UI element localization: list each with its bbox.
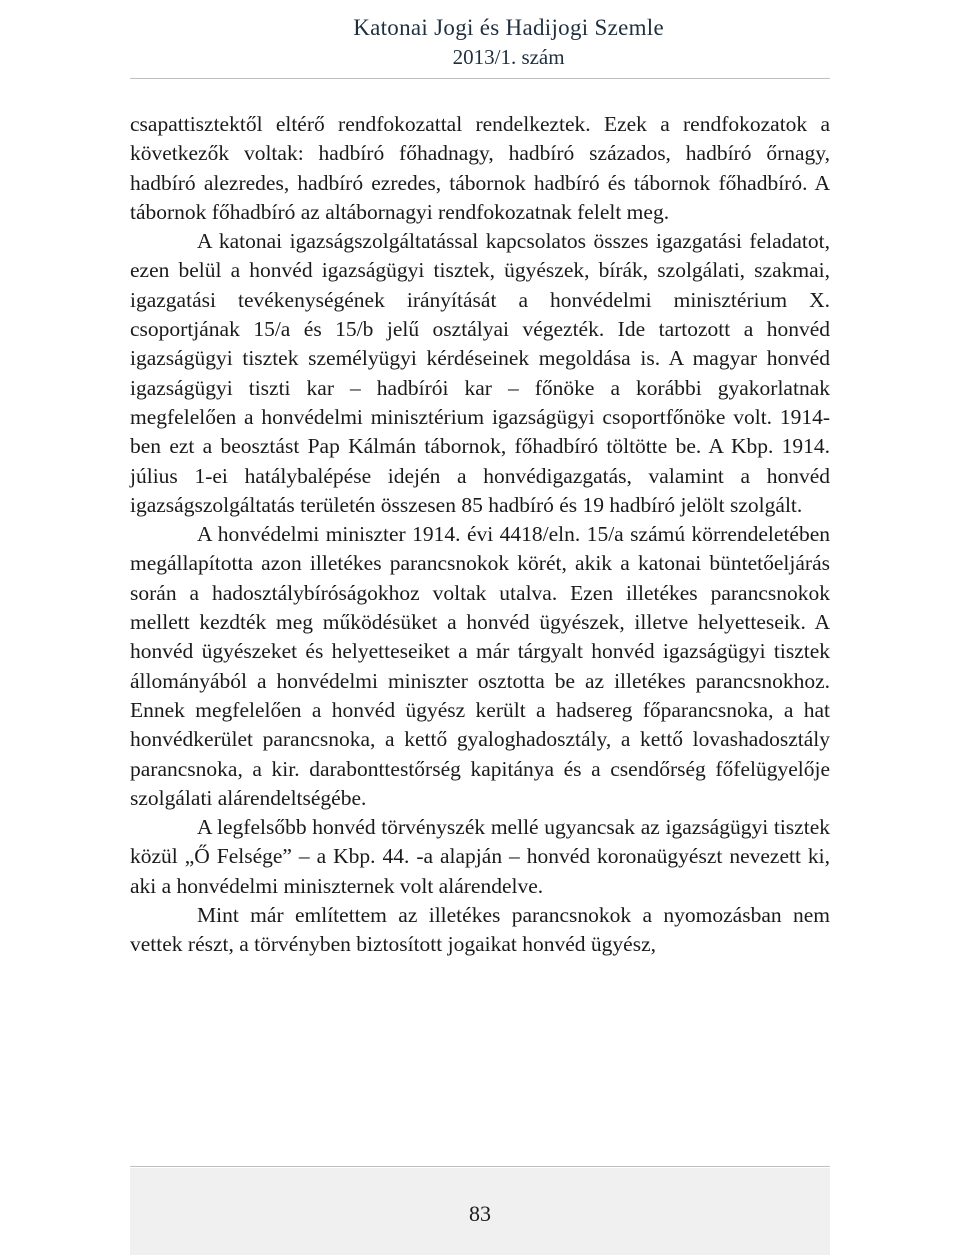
page-number: 83	[469, 1201, 491, 1226]
page-body	[130, 110, 830, 960]
journal-title: Katonai Jogi és Hadijogi Szemle	[353, 15, 664, 40]
paragraph: Mint már említettem az illetékes parancsnokok a nyomozásban nem vettek részt, a törvényben biztosított jogaikat honvéd ügyész,	[130, 903, 830, 957]
running-header	[353, 14, 664, 70]
paragraph: A katonai igazságszolgáltatással kapcsolatos összes igazgatási feladatot, ezen belül a honvéd igazságügyi tisztek, ügyészek, bírák, szolgálati, szakmai, igazgatási tevékenységének irányítását a honvédelmi minisztérium X. csoportjának 15/a és 15/b jelű osztályai végezték. Ide tartozott a honvéd igazságügyi tisztek személyügyi kérdéseinek megoldása is. A magyar honvéd igazságügyi tiszti kar – hadbírói kar – főnöke a korábbi gyakorlatnak megfelelően a honvédelmi minisztérium igazságügyi csoportfőnöke volt. 1914-ben ezt a beosztást Pap Kálmán tábornok, főhadbíró töltötte be. A Kbp. 1914. július 1-ei hatálybalépése idején a honvédigazgatás, valamint a honvéd igazságszolgáltatás területén összesen 85 hadbíró és 19 hadbíró jelölt szolgált.	[130, 229, 830, 517]
footer-divider	[130, 1166, 830, 1167]
paragraph-continuation: csapattisztektől eltérő rendfokozattal rendelkeztek. Ezek a rendfokozatok a következők voltak: hadbíró főhadnagy, hadbíró százados, hadbíró őrnagy, hadbíró alezredes, hadbíró ezredes, tábornok hadbíró és tábornok főhadbíró. A tábornok főhadbíró az altábornagyi rendfokozatnak felelt meg.	[130, 112, 830, 224]
paragraph: A legfelsőbb honvéd törvényszék mellé ugyancsak az igazságügyi tisztek közül „Ő Felsége” – a Kbp. 44. -a alapján – honvéd koronaügyészt nevezett ki, aki a honvédelmi miniszternek volt alárendelve.	[130, 815, 830, 898]
issue-number: 2013/1. szám	[452, 45, 565, 69]
header-divider	[130, 78, 830, 79]
paragraph: A honvédelmi miniszter 1914. évi 4418/eln. 15/a számú körrendeletében megállapította azon illetékes parancsnokok körét, akik a katonai büntetőeljárás során a hadosztálybíróságokhoz voltak utalva. Ezen illetékes parancsnokok mellett kezdték meg működésüket a honvéd ügyészek, illetve helyetteseik. A honvéd ügyészeket és helyetteseiket a már tárgyalt honvéd igazságügyi tisztek állományából a honvédelmi miniszter osztotta be az illetékes parancsnokhoz. Ennek megfelelően a honvéd ügyész került a hadsereg főparancsnoka, a hat honvédkerület parancsnoka, a kettő gyaloghadosztály, a kettő lovashadosztály parancsnoka, a kir. darabonttestőrség kapitánya és a csendőrség főfelügyelője szolgálati alárendeltségébe.	[130, 522, 830, 810]
